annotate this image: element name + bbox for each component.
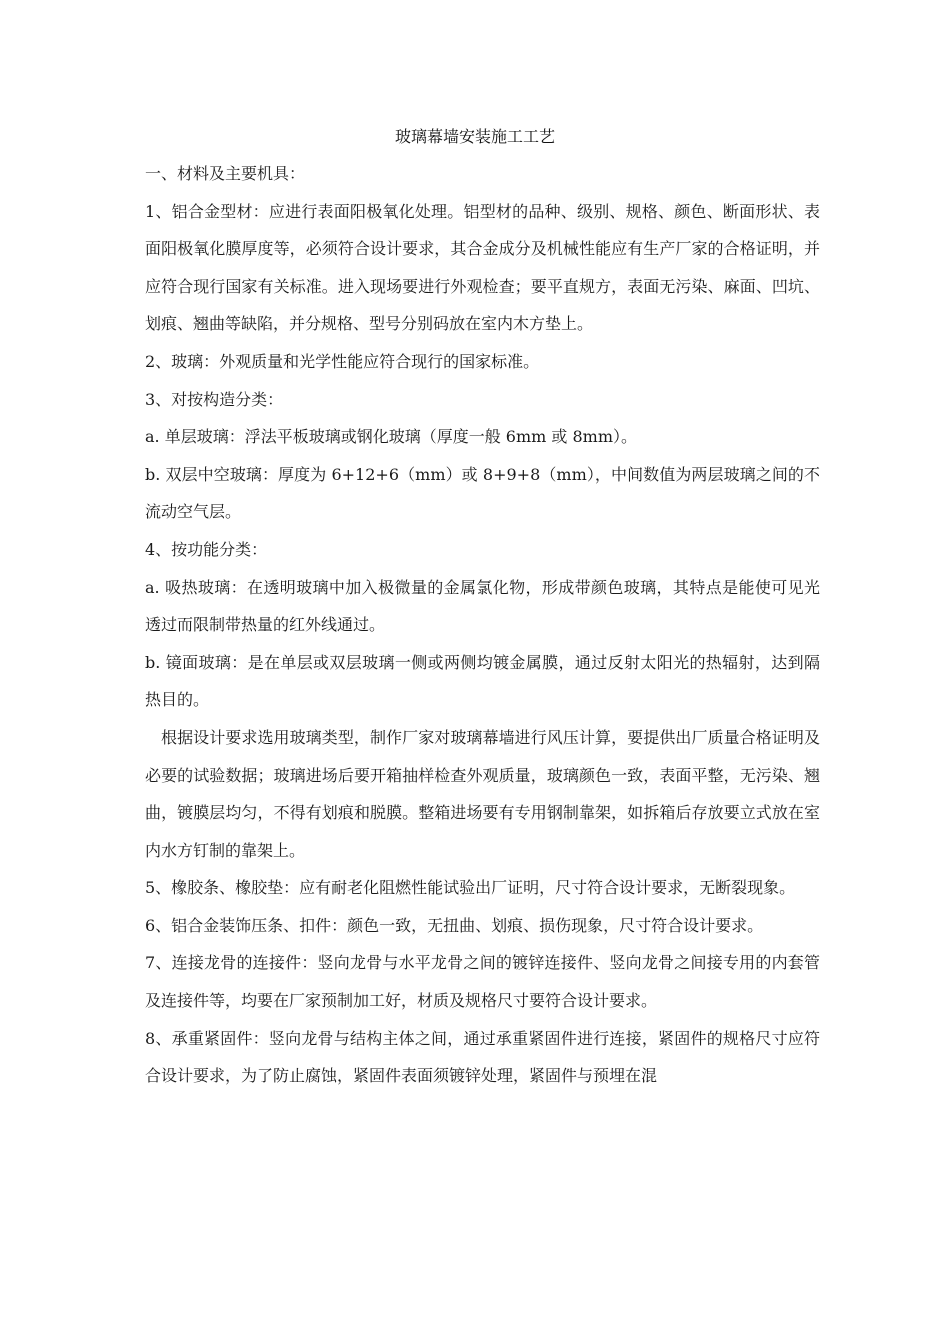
paragraph: 6、铝合金装饰压条、扣件：颜色一致，无扭曲、划痕、损伤现象，尺寸符合设计要求。 (145, 915, 764, 935)
paragraph: b. 镜面玻璃：是在单层或双层玻璃一侧或两侧均镀金属膜，通过反射太阳光的热辐射，达到隔热目的。 (145, 652, 820, 710)
paragraph: 根据设计要求选用玻璃类型，制作厂家对玻璃幕墙进行风压计算，要提供出厂质量合格证明及必要的试验数据；玻璃进场后要开箱抽样检查外观质量，玻璃颜色一致，表面平整，无污染、翘曲，镀膜层均匀，不得有划痕和脱膜。整箱进场要有专用钢制靠架，如拆箱后存放要立式放在室内水方钉制的靠架上。 (145, 727, 820, 860)
paragraph: 5、橡胶条、橡胶垫：应有耐老化阻燃性能试验出厂证明，尺寸符合设计要求，无断裂现象。 (145, 878, 796, 898)
paragraph: a. 吸热玻璃：在透明玻璃中加入极微量的金属氯化物，形成带颜色玻璃，其特点是能使可见光透过而限制带热量的红外线通过。 (145, 577, 820, 635)
document-title: 玻璃幕墙安装施工工艺 (394, 127, 555, 146)
paragraph: b. 双层中空玻璃：厚度为 6+12+6（mm）或 8+9+8（mm），中间数值为两层玻璃之间的不流动空气层。 (145, 464, 820, 522)
paragraph: 7、连接龙骨的连接件：竖向龙骨与水平龙骨之间的镀锌连接件、竖向龙骨之间接专用的内套管及连接件等，均要在厂家预制加工好，材质及规格尺寸要符合设计要求。 (145, 953, 820, 1011)
paragraph: 1、铝合金型材：应进行表面阳极氧化处理。铝型材的品种、级别、规格、颜色、断面形状、表面阳极氧化膜厚度等，必须符合设计要求，其合金成分及机械性能应有生产厂家的合格证明，并应符合现行国家有关标准。进入现场要进行外观检查；要平直规方，表面无污染、麻面、凹坑、划痕、翘曲等缺陷，并分规格、型号分别码放在室内木方垫上。 (145, 201, 820, 334)
paragraph: 4、按功能分类： (145, 539, 268, 559)
paragraph: a. 单层玻璃：浮法平板玻璃或钢化玻璃（厚度一般 6mm 或 8mm）。 (145, 427, 638, 447)
paragraph: 8、承重紧固件：竖向龙骨与结构主体之间，通过承重紧固件进行连接，紧固件的规格尺寸应符合设计要求，为了防止腐蚀，紧固件表面须镀锌处理，紧固件与预埋在混 (145, 1028, 820, 1086)
paragraph: 2、玻璃：外观质量和光学性能应符合现行的国家标准。 (145, 351, 540, 371)
document-body (145, 155, 820, 1095)
section-heading: 一、材料及主要机具： (145, 164, 306, 183)
paragraph: 3、对按构造分类： (145, 389, 284, 409)
